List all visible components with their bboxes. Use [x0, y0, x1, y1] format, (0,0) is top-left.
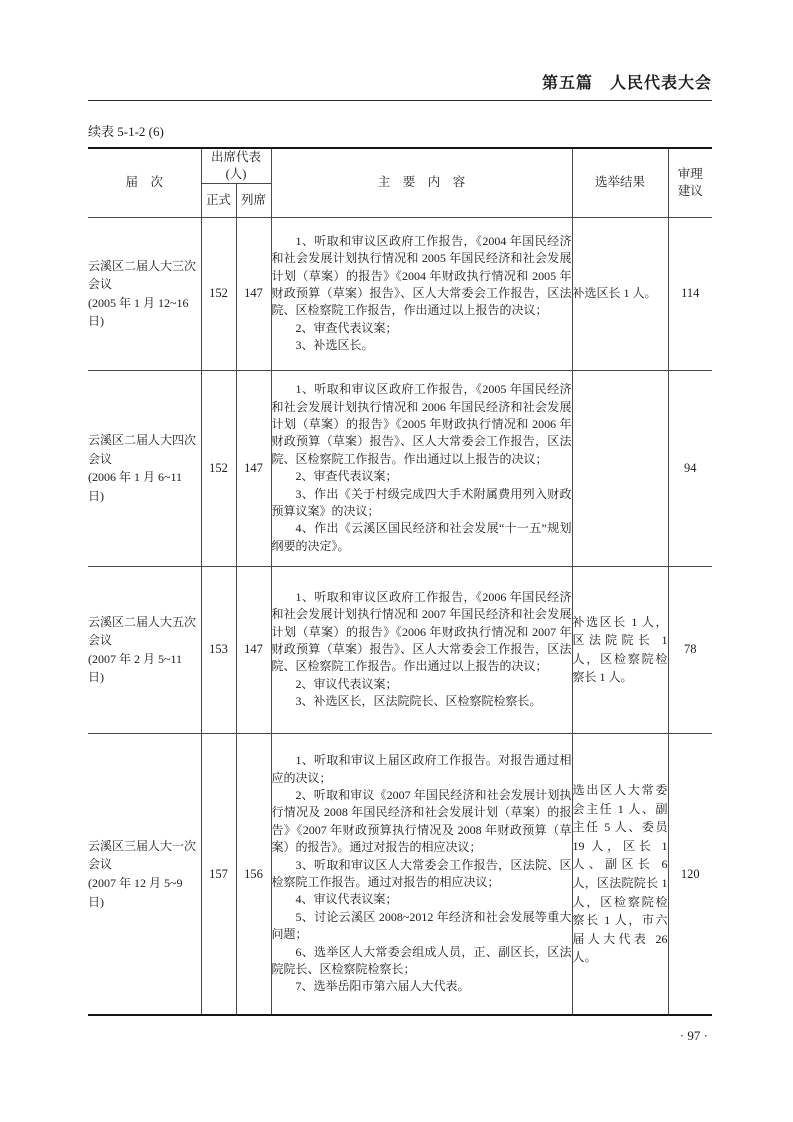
election-result-cell [572, 370, 668, 566]
review-count-cell: 114 [668, 217, 712, 370]
content-item: 2、审查代表议案； [295, 320, 398, 335]
col-header-review-line2: 建议 [677, 183, 703, 198]
content-item: 6、选举区人大常委会组成人员，正、副区长，区法院院长、区检察院检察长； [271, 944, 572, 976]
session-cell [88, 217, 201, 370]
content-item: 2、审议代表议案； [295, 676, 398, 691]
content-item: 7、选举岳阳市第六届人大代表。 [295, 979, 470, 994]
content-item: 1、听取和审议区政府工作报告，《2006 年国民经济和社会发展计划执行情况和 2007 年国民经济和社会发展计划（草案）的报告》《2006 年财政执行情况和 2007 年财政预算（草案）报告》、区人大常委会工作报告，区法院、区检察院工作报告。作出通过以上报告的决议； [271, 589, 572, 674]
content-cell [271, 217, 572, 370]
session-date: (2007 年 12 月 5~9 日) [88, 876, 183, 909]
review-count-cell: 120 [668, 733, 712, 1015]
content-item: 5、讨论云溪区 2008~2012 年经济和社会发展等重大问题； [271, 909, 572, 942]
content-item: 3、听取和审议区人大常委会工作报告，区法院、区检察院工作报告。通过对报告的相应决议； [271, 857, 572, 889]
content-item: 4、作出《云溪区国民经济和社会发展“十一五”规划纲要的决定》。 [271, 521, 572, 553]
session-cell [88, 370, 201, 566]
session-name: 云溪区二届人大四次会议 [88, 433, 197, 466]
col-header-observer: 列席 [236, 183, 271, 217]
content-cell [271, 733, 572, 1015]
content-item: 3、作出《关于村级完成四大手术附属费用列入财政预算议案》的决议； [271, 486, 572, 519]
formal-count-cell: 153 [201, 566, 236, 733]
header-rule [88, 100, 712, 101]
chapter-header: 第五篇 人民代表大会 [541, 75, 712, 92]
observer-count-cell: 156 [236, 733, 271, 1015]
content-cell [271, 566, 572, 733]
content-item: 2、听取和审议《2007 年国民经济和社会发展计划执行情况及 2008 年国民经济和社会发展计划（草案）的报告》《2007 年财政预算执行情况及 2008 年财政预算（草案）的报告》。通过对报告的相应决议； [271, 788, 572, 855]
col-header-main-content: 主 要 内 容 [271, 148, 572, 217]
session-name: 云溪区二届人大五次会议 [88, 614, 197, 648]
col-header-formal: 正式 [201, 183, 236, 217]
session-cell [88, 733, 201, 1015]
session-date: (2006 年 1 月 6~11 日) [88, 470, 183, 503]
col-header-election-result: 选举结果 [572, 148, 668, 217]
content-item: 2、审查代表议案； [295, 469, 398, 484]
session-table [88, 147, 712, 1016]
observer-count-cell: 147 [236, 370, 271, 566]
content-item: 1、听取和审议上届区政府工作报告。对报告通过相应的决议； [271, 753, 572, 785]
session-date: (2005 年 1 月 12~16 日) [88, 295, 189, 329]
session-name: 云溪区二届人大三次会议 [88, 258, 197, 292]
col-header-attendees: 出席代表(人) [201, 148, 271, 183]
col-header-review-line1: 审理 [677, 167, 703, 181]
table-header-row-1 [88, 148, 712, 183]
election-result-cell: 补选区长 1 人。 [572, 217, 668, 370]
election-result-cell: 选出区人大常委会主任 1 人、副主任 5 人、委员 19 人，区长 1 人、副区长 6 人，区法院院长 1 人，区检察院检察长 1 人，市六届人大代表 26 人。 [572, 733, 668, 1015]
table-row [88, 217, 712, 370]
content-cell [271, 370, 572, 566]
col-header-review [668, 148, 712, 217]
session-date: (2007 年 2 月 5~11 日) [88, 651, 183, 685]
content-item: 3、补选区长。 [295, 338, 374, 353]
observer-count-cell: 147 [236, 566, 271, 733]
formal-count-cell: 152 [201, 217, 236, 370]
table-row [88, 566, 712, 733]
session-name: 云溪区三届人大一次会议 [88, 838, 197, 872]
page-number: · 97 · [679, 1028, 708, 1043]
content-item: 1、听取和审议区政府工作报告，《2004 年国民经济和社会发展计划执行情况和 2005 年国民经济和社会发展计划（草案）的报告》《2004 年财政执行情况和 2005 年财政预算（草案）报告》、区人大常委会工作报告，区法院、区检察院工作报告，作出通过以上报告的决议； [271, 233, 572, 318]
content-item: 4、审议代表议案； [295, 892, 398, 907]
review-count-cell: 94 [668, 370, 712, 566]
table-row [88, 370, 712, 566]
session-cell [88, 566, 201, 733]
col-header-session: 届 次 [88, 148, 201, 217]
election-result-cell: 补选区长 1 人，区法院院长 1 人，区检察院检察长 1 人。 [572, 566, 668, 733]
observer-count-cell: 147 [236, 217, 271, 370]
formal-count-cell: 152 [201, 370, 236, 566]
table-row [88, 733, 712, 1015]
review-count-cell: 78 [668, 566, 712, 733]
table-caption: 续表 5-1-2 (6) [88, 124, 164, 139]
formal-count-cell: 157 [201, 733, 236, 1015]
content-item: 3、补选区长，区法院院长、区检察院检察长。 [295, 694, 542, 709]
content-item: 1、听取和审议区政府工作报告，《2005 年国民经济和社会发展计划执行情况和 2006 年国民经济和社会发展计划（草案）的报告》《2005 年财政执行情况和 2006 年财政预算（草案）报告》、区人大常委会工作报告，区法院、区检察院工作报告。作出通过以上报告的决议； [271, 382, 572, 466]
